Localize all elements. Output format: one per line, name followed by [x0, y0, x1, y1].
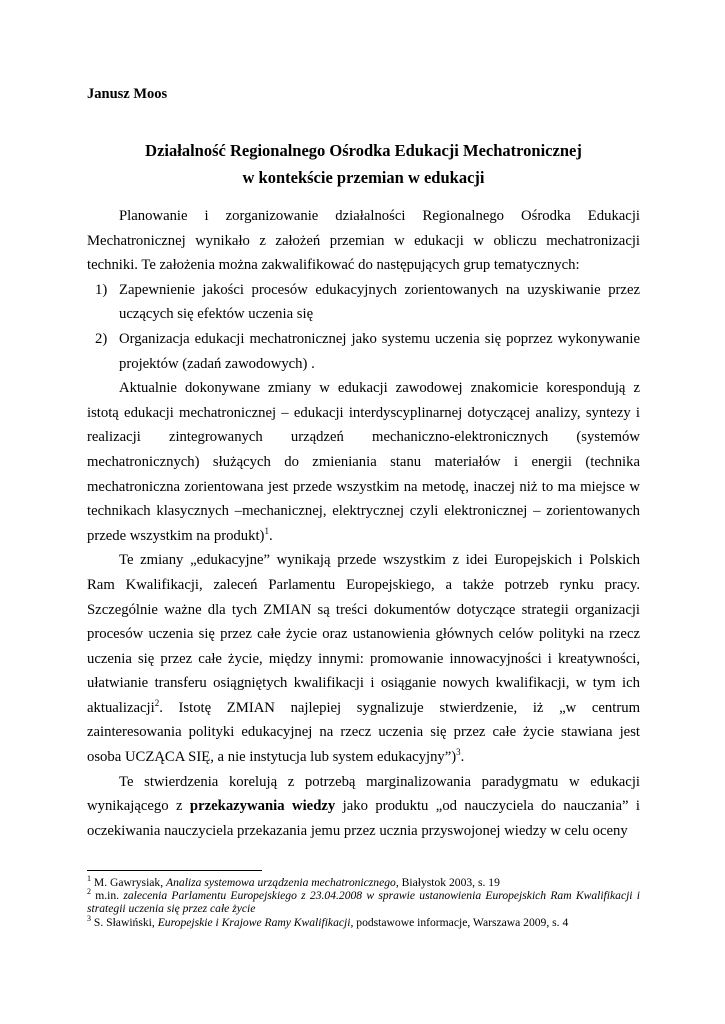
paragraph-2-text: Aktualnie dokonywane zmiany w edukacji zawodowej znakomicie korespondują z istotą edukacji mechatronicznej – edukacji interdyscyplinarnej dotyczącej analizy, syntezy i realizacji zintegrowanych urządzeń mechaniczno-elektronicznych (systemów mechatronicznych) służących do zmieniania stanu materiałów i energii (technika mechatroniczna zorientowana jest przede wszystkim na metodę, inaczej niż to ma miejsce w technikach klasycznych –mechanicznej, elektrycznej czyli elektronicznej – zorientowanych przede wszystkim na produkt): [87, 380, 640, 544]
paragraph-3-end: .: [460, 749, 465, 766]
list-item-number: 1): [95, 281, 108, 298]
paragraph-4: [87, 770, 640, 844]
footnotes: [87, 876, 640, 929]
footnote-ref-1[interactable]: 1: [264, 525, 269, 536]
list-item-text: Organizacja edukacji mechatronicznej jako systemu uczenia się poprzez wykonywanie projektów (zadań zawodowych) .: [119, 330, 640, 372]
footnote-italic-text: Europejskie i Krajowe Ramy Kwalifikacji,: [157, 915, 354, 929]
title-line-2: w kontekście przemian w edukacji: [242, 168, 485, 187]
paragraph-4-text-a: Te stwierdzenia korelują z potrzebą marginalizowania paradygmatu w edukacji wynikającego z: [87, 773, 640, 815]
paragraph-4-text-b: jako produktu „od nauczyciela do nauczania” i oczekiwania nauczyciela przekazania jemu przez ucznia przyswojonej wiedzy w celu oceny: [87, 798, 640, 839]
paragraph-2: [87, 376, 640, 548]
footnote-number: 1: [87, 874, 91, 884]
list-item: [87, 278, 640, 327]
paragraph-3-text-b: . Istotę ZMIAN najlepiej sygnalizuje stwierdzenie, iż „w centrum zainteresowania polityki edukacyjnej na rzecz uczenia się przez całe życie stawiana jest osoba UCZĄCA SIĘ, a nie instytucja lub system edukacyjny”): [87, 699, 640, 766]
paragraph-2-end: .: [268, 527, 273, 544]
footnote-text: podstawowe informacje, Warszawa 2009, s. 4: [353, 915, 569, 929]
document-title: [87, 137, 640, 191]
footnote-text: , Białystok 2003, s. 19: [395, 876, 500, 889]
paragraph-4-bold: przekazywania wiedzy: [189, 798, 336, 815]
list-item-number: 2): [95, 330, 108, 347]
footnote-divider: [87, 870, 262, 871]
paragraph-3: [87, 548, 640, 769]
footnote-2: [87, 889, 640, 915]
author-name: Janusz Moos: [87, 86, 168, 102]
footnote-3: [87, 913, 640, 929]
list-item: [87, 327, 640, 376]
footnote-italic-text: zalecenia Parlamentu Europejskiego z 23.04.2008 w sprawie ustanowienia Europejskich Ram Kwalifikacji i strategii uczenia się przez całe życie: [87, 889, 640, 916]
title-line-1: Działalność Regionalnego Ośrodka Edukacji Mechatronicznej: [145, 141, 582, 160]
footnote-text: m.in.: [91, 889, 124, 903]
footnote-text: M. Gawrysiak,: [91, 876, 167, 889]
footnote-ref-3[interactable]: 3: [456, 747, 461, 758]
footnote-italic-text: Analiza systemowa urządzenia mechatronicznego: [166, 876, 396, 889]
footnote-text: S. Sławiński,: [91, 915, 158, 929]
list-item-text: Zapewnienie jakości procesów edukacyjnych zorientowanych na uzyskiwanie przez uczących się efektów uczenia się: [119, 281, 640, 323]
footnote-number: 3: [87, 913, 91, 923]
footnote-number: 2: [87, 887, 91, 897]
footnote-1: [87, 876, 640, 889]
topic-list: [87, 278, 640, 376]
paragraph-3-text-a: Te zmiany „edukacyjne” wynikają przede wszystkim z idei Europejskich i Polskich Ram Kwalifikacji, zaleceń Parlamentu Europejskiego, a także potrzeb rynku pracy. Szczególnie ważne dla tych ZMIAN są treści dokumentów dotyczące strategii organizacji procesów uczenia się przez całe życie oraz ustanowienia głównych celów polityki na rzecz uczenia się przez całe życie, między innymi: promowanie innowacyjności i kreatywności, ułatwianie transferu osiągniętych kwalifikacji i osiąganie nowych kwalifikacji, w tym ich aktualizacji: [87, 552, 640, 716]
document-body: [87, 204, 640, 843]
footnote-ref-2[interactable]: 2: [154, 697, 160, 708]
intro-paragraph: Planowanie i zorganizowanie działalności Regionalnego Ośrodka Edukacji Mechatronicznej wynikało z założeń przemian w edukacji w obliczu mechatronizacji techniki. Te założenia można zakwalifikować do następujących grup tematycznych:: [87, 208, 640, 274]
